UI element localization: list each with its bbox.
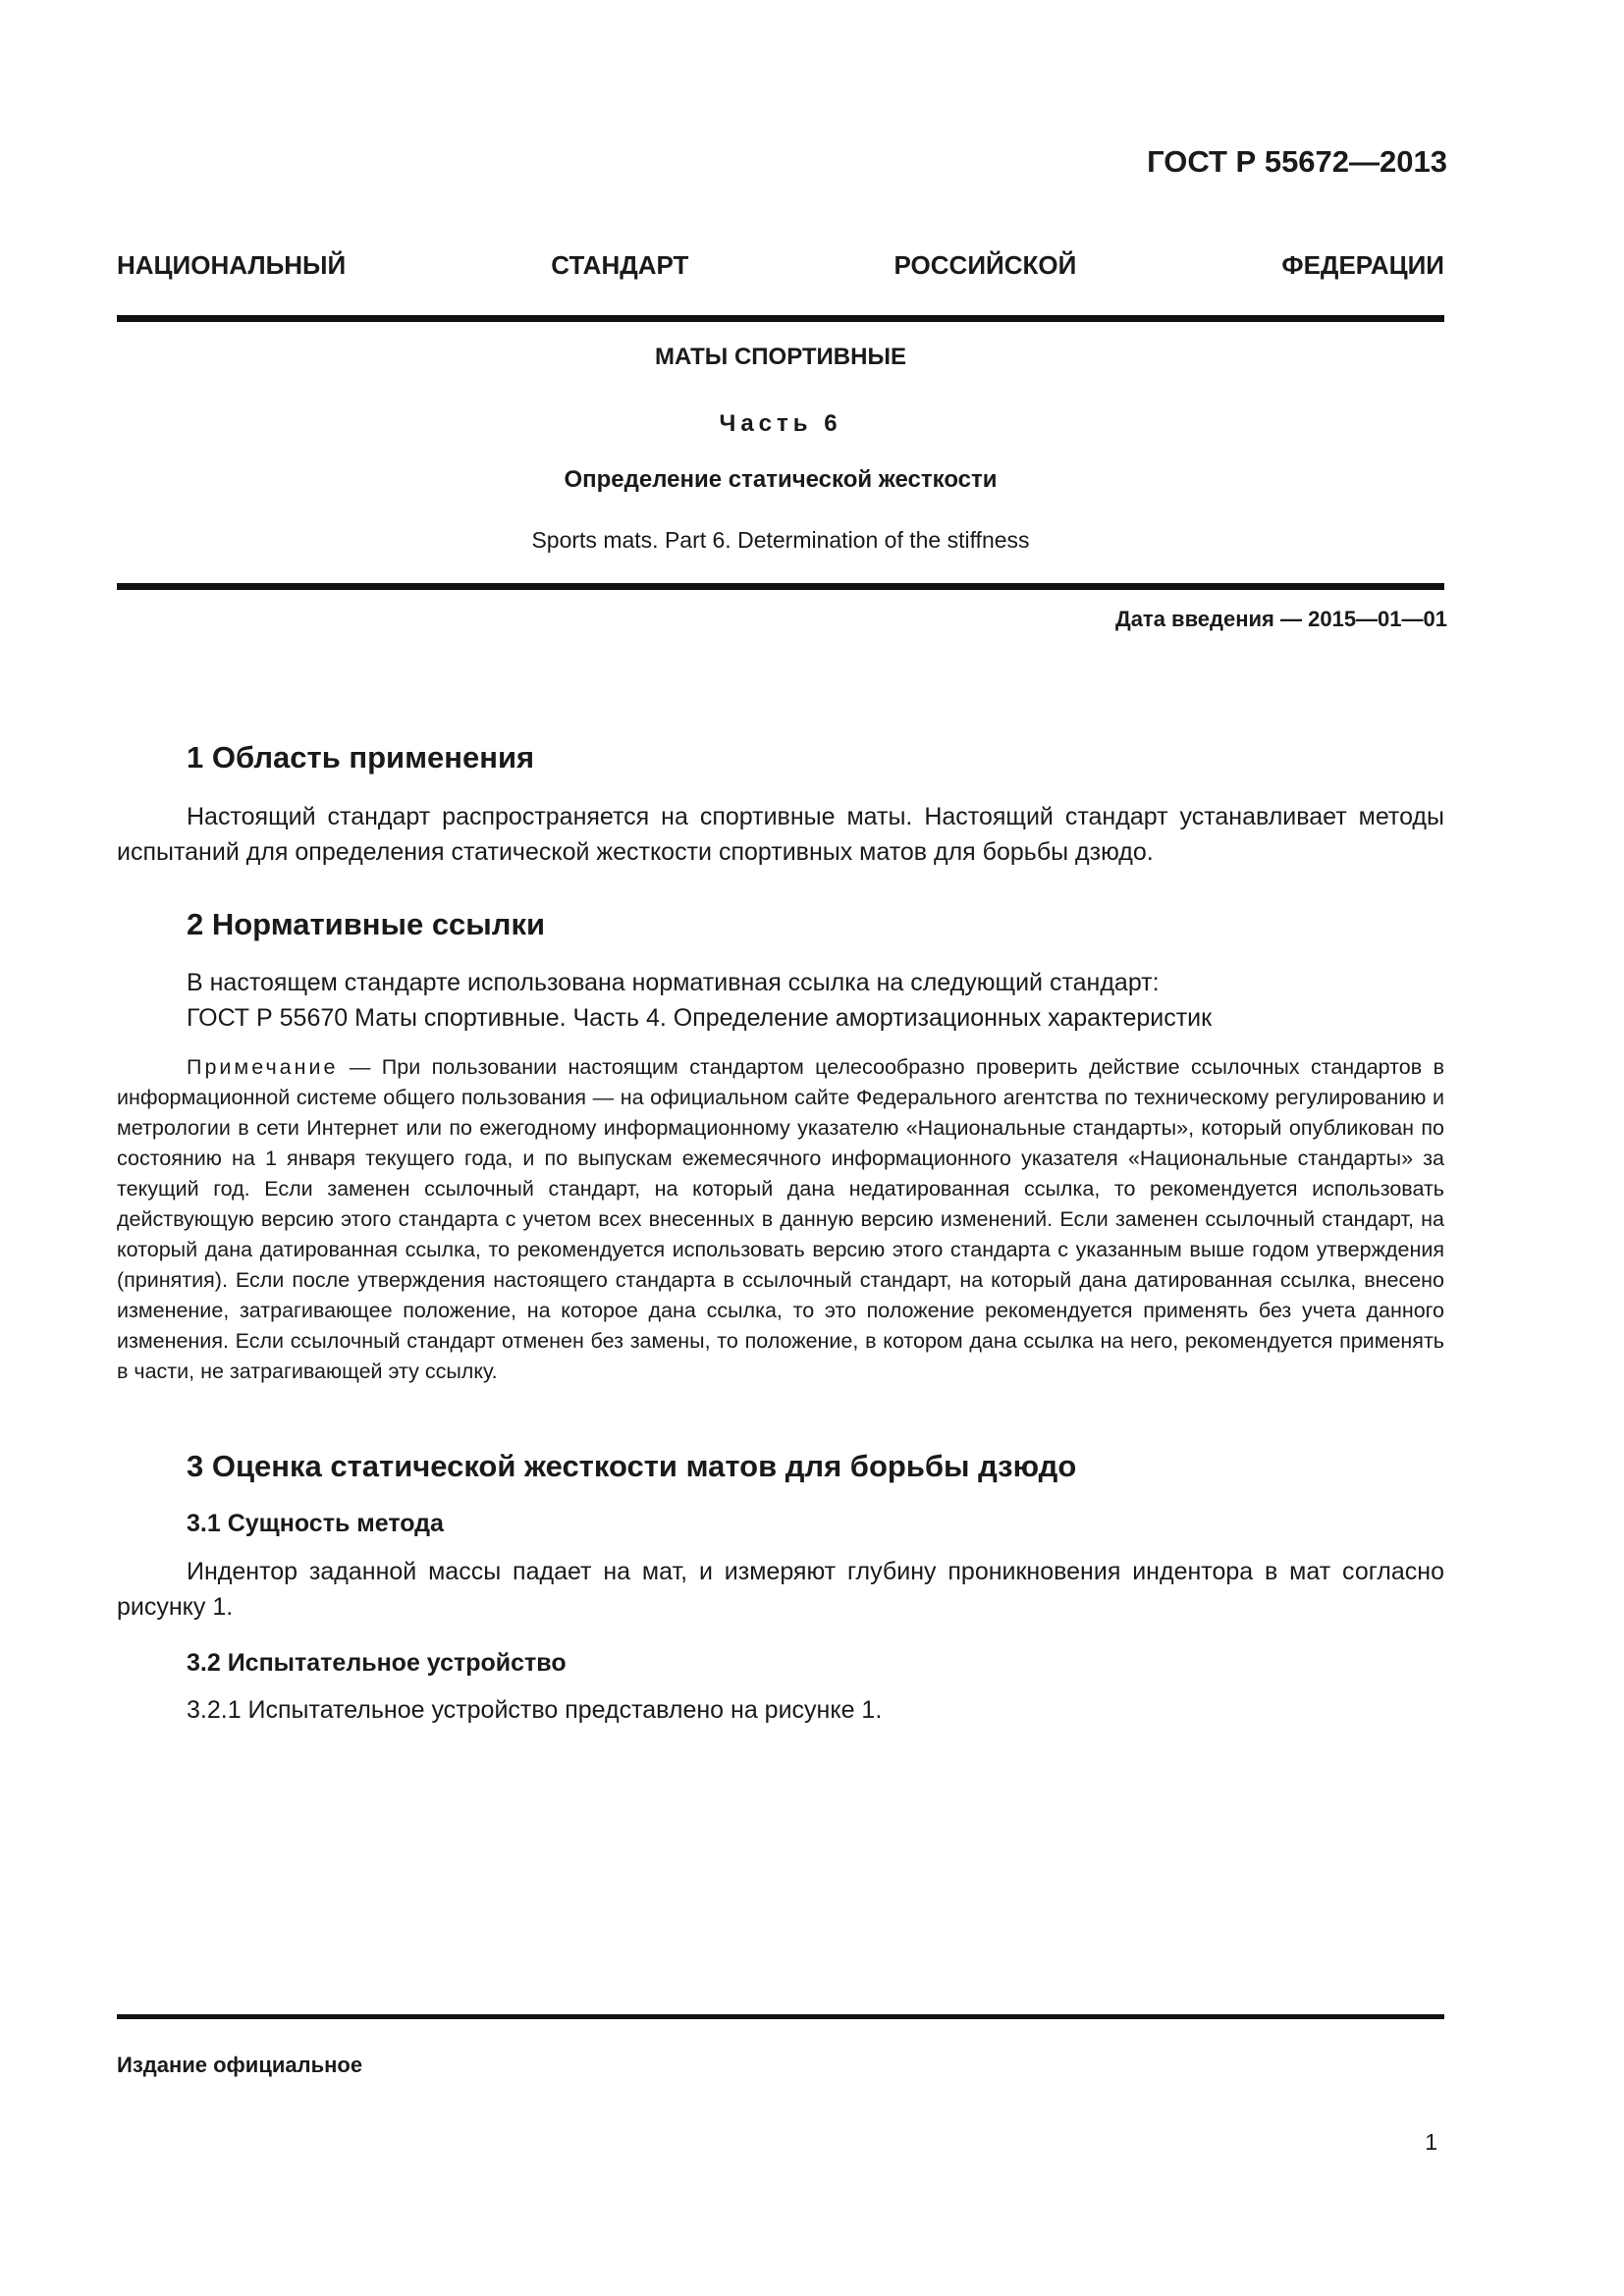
edition-label: Издание официальное — [117, 2053, 363, 2077]
section-2-heading: 2 Нормативные ссылки — [187, 907, 546, 941]
document-title: МАТЫ СПОРТИВНЫЕ — [655, 344, 906, 370]
section-3-heading: 3 Оценка статической жесткости матов для борьбы дзюдо — [187, 1449, 1077, 1483]
note-text: — При пользовании настоящим стандартом целесообразно проверить действие ссылочных стандартов в информационной системе общего пользования — на официальном сайте Федерального агентства по техническому регулированию и метрологии в сети Интернет или по ежегодному информационному указателю «Национальные стандарты», который опубликован по состоянию на 1 января текущего года, и по выпускам ежемесячного информационного указателя «Национальные стандарты» за текущий год. Если заменен ссылочный стандарт, на который дана недатированная ссылка, то рекомендуется использовать действующую версию этого стандарта с учетом всех внесенных в данную версию изменений. Если заменен ссылочный стандарт, на который дана датированная ссылка, то рекомендуется использовать версию этого стандарта с указанным выше годом утверждения (принятия). Если после утверждения настоящего стандарта в ссылочный стандарт, на который дана датированная ссылка, внесено изменение, затрагивающее положение, на которое дана ссылка, то это положение рекомендуется применять без учета данного изменения. Если ссылочный стандарт отменен без замены, то положение, в котором дана ссылка на него, рекомендуется применять в части, не затрагивающей эту ссылку. — [117, 1055, 1444, 1383]
page-number: 1 — [1425, 2129, 1437, 2155]
section-1-text — [117, 799, 1444, 870]
part-number: Часть 6 — [719, 410, 842, 437]
footer-rule — [117, 2014, 1444, 2019]
subsection-3-2-text: 3.2.1 Испытательное устройство представлено на рисунке 1. — [187, 1696, 883, 1724]
section-1-body: Настоящий стандарт распространяется на спортивные маты. Настоящий стандарт устанавливает методы испытаний для определения статической жесткости спортивных матов для борьбы дзюдо. — [117, 803, 1444, 866]
subsection-3-2-heading: 3.2 Испытательное устройство — [187, 1649, 567, 1677]
note-label: Примечание — [187, 1055, 339, 1079]
section-2-line-2: ГОСТ Р 55670 Маты спортивные. Часть 4. Определение амортизационных характеристик — [187, 1004, 1213, 1032]
national-standard-banner: НАЦИОНАЛЬНЫЙ СТАНДАРТ РОССИЙСКОЙ ФЕДЕРАЦИИ — [117, 250, 1444, 280]
top-rule — [117, 315, 1444, 322]
title-bottom-rule — [117, 583, 1444, 590]
subsection-3-1-heading: 3.1 Сущность метода — [187, 1510, 444, 1537]
effective-date: Дата введения — 2015—01—01 — [1115, 607, 1447, 631]
english-title: Sports mats. Part 6. Determination of the stiffness — [531, 527, 1030, 553]
subsection-3-1-text — [117, 1554, 1444, 1625]
document-subtitle: Определение статической жесткости — [564, 466, 998, 493]
subsection-3-1-body: Индентор заданной массы падает на мат, и измеряют глубину проникновения индентора в мат согласно рисунку 1. — [117, 1558, 1444, 1621]
gost-number: ГОСТ Р 55672—2013 — [1147, 144, 1447, 179]
section-1-heading: 1 Область применения — [187, 740, 535, 774]
section-2-note — [117, 1052, 1444, 1387]
section-2-line-1: В настоящем стандарте использована нормативная ссылка на следующий стандарт: — [187, 969, 1160, 996]
